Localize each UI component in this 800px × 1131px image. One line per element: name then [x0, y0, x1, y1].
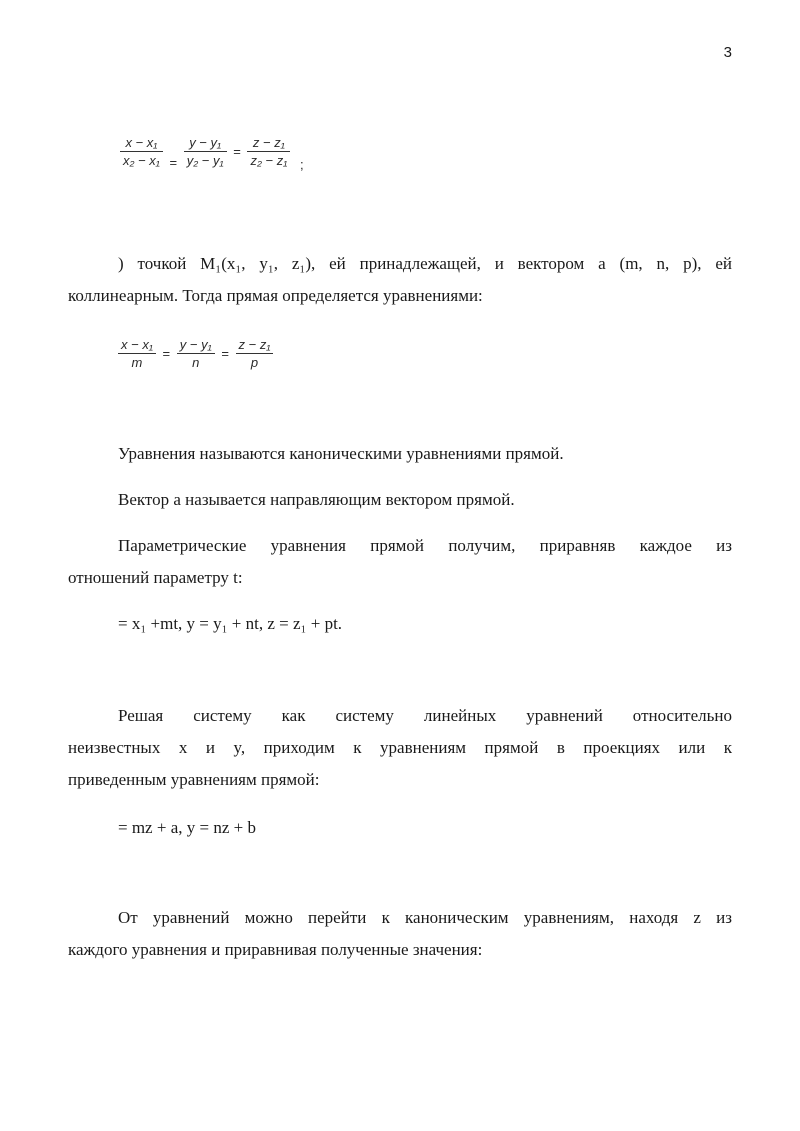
paragraph-solving-system — [68, 700, 732, 796]
fraction-numerator: y − y₁ — [177, 336, 215, 354]
fraction-z — [247, 134, 290, 169]
fraction-numerator: z − z₁ — [236, 336, 274, 354]
paragraph-line-definition — [68, 248, 732, 312]
equals-sign: = — [233, 144, 241, 159]
text-line: Решая систему как систему линейных уравнений относительно — [118, 706, 732, 725]
text-line: коллинеарным. Тогда прямая определяется уравнениями: — [68, 286, 483, 305]
fraction-denominator: m — [131, 355, 143, 370]
fraction-numerator: x − x₁ — [118, 336, 156, 354]
fraction-denominator: y₂ − y₁ — [186, 153, 224, 168]
equals-sign: = — [169, 154, 178, 170]
fraction-x — [118, 336, 156, 371]
text-line: От уравнений можно перейти к каноническим уравнениям, находя z из — [118, 908, 732, 927]
formula-projections: = mz + a, y = nz + b — [118, 818, 256, 837]
fraction-denominator: n — [192, 355, 200, 370]
formula-parametric: = x₁ +mt, y = y₁ + nt, z = z₁ + pt. — [118, 614, 343, 633]
paragraph-direction-vector: Вектор a называется направляющим вектором прямой. — [118, 490, 515, 509]
equals-sign: = — [162, 346, 171, 361]
paragraph-canonical: Уравнения называются каноническими уравнениями прямой. — [118, 444, 564, 463]
fraction-denominator: z₂ − z₁ — [250, 153, 288, 168]
fraction-x — [120, 134, 163, 169]
formula-canonical-line — [116, 336, 275, 371]
text-line: каждого уравнения и приравнивая полученные значения: — [68, 940, 483, 959]
equals-sign: = — [221, 346, 229, 361]
text-line: Параметрические уравнения прямой получим, приравняв каждое из — [118, 536, 732, 555]
paragraph-parametric — [68, 530, 732, 594]
text-line: отношений параметру t: — [68, 568, 243, 587]
fraction-numerator: z − z₁ — [247, 134, 290, 152]
fraction-numerator: y − y₁ — [184, 134, 227, 152]
fraction-denominator: x₂ − x₁ — [123, 153, 160, 168]
text-line: приведенным уравнениям прямой: — [68, 770, 320, 789]
fraction-z — [236, 336, 274, 371]
semicolon: ; — [299, 156, 304, 172]
formula-two-point-line — [118, 134, 304, 172]
text-line: неизвестных x и y, приходим к уравнениям прямой в проекциях или к — [68, 738, 732, 757]
fraction-y — [184, 134, 227, 169]
fraction-numerator: x − x₁ — [120, 134, 163, 152]
fraction-y — [177, 336, 215, 371]
fraction-denominator: p — [250, 355, 259, 370]
page-number: 3 — [723, 44, 732, 61]
text-line: ) точкой M₁(x₁, y₁, z₁), ей принадлежащей, и вектором a (m, n, p), ей — [118, 254, 732, 273]
paragraph-transition — [68, 902, 732, 966]
